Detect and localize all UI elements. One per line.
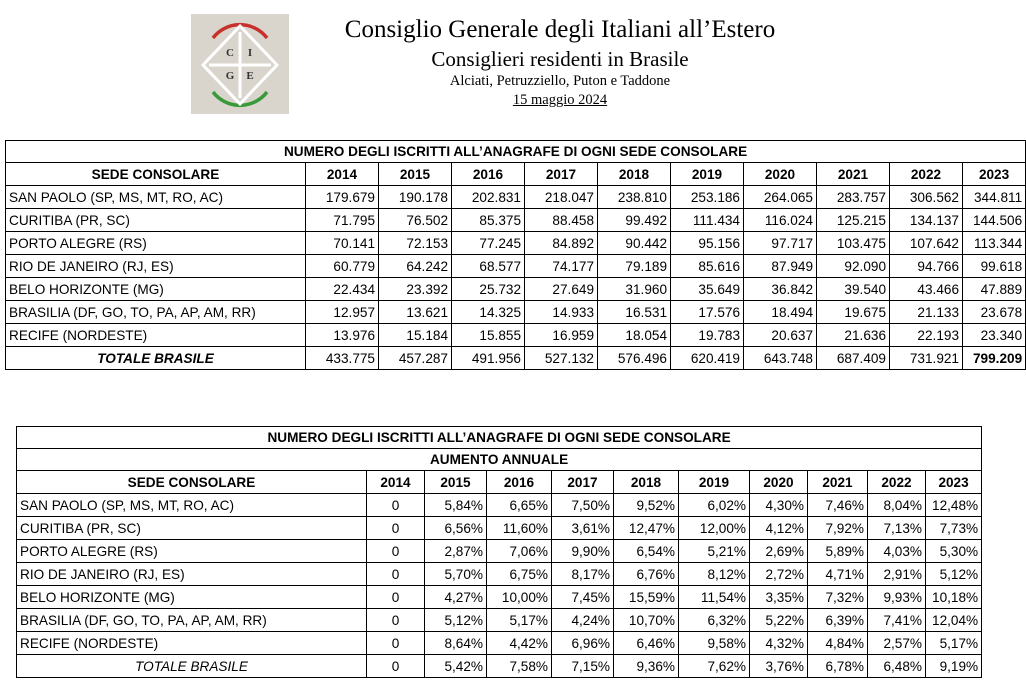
table-cell: 4,03%	[868, 540, 926, 563]
column-header-year: 2021	[817, 163, 890, 186]
table-cell: 202.831	[452, 186, 525, 209]
table-cell: 5,21%	[679, 540, 750, 563]
table-cell: 4,24%	[552, 609, 614, 632]
table-header-row	[6, 163, 1026, 186]
table-cell: 491.956	[452, 347, 525, 370]
svg-text:G: G	[225, 70, 235, 82]
table-cell: 144.506	[963, 209, 1026, 232]
table-cell: 0	[367, 609, 425, 632]
column-header-year: 2023	[926, 471, 982, 494]
table-cell: 527.132	[525, 347, 598, 370]
table-cell: 799.209	[963, 347, 1026, 370]
table-row	[6, 232, 1026, 255]
sede-name: PORTO ALEGRE (RS)	[17, 540, 367, 563]
table-body	[17, 494, 982, 678]
table-cell: 3,61%	[552, 517, 614, 540]
column-header-year: 2021	[808, 471, 868, 494]
table-row	[6, 209, 1026, 232]
table-cell: 16.959	[525, 324, 598, 347]
table-cell: 35.649	[671, 278, 744, 301]
table-cell: 134.137	[890, 209, 963, 232]
table-cell: 4,71%	[808, 563, 868, 586]
table-cell: 7,58%	[487, 655, 552, 678]
table-cell: 72.153	[379, 232, 452, 255]
table-cell: 7,73%	[926, 517, 982, 540]
table-cell: 190.178	[379, 186, 452, 209]
table-cell: 4,32%	[750, 632, 808, 655]
table-cell: 12,47%	[614, 517, 679, 540]
column-header-year: 2020	[744, 163, 817, 186]
column-header-year: 2023	[963, 163, 1026, 186]
table-cell: 3,76%	[750, 655, 808, 678]
table-cell: 4,12%	[750, 517, 808, 540]
table-cell: 23.678	[963, 301, 1026, 324]
sede-name: PORTO ALEGRE (RS)	[6, 232, 306, 255]
column-header-year: 2019	[679, 471, 750, 494]
table-cell: 5,84%	[425, 494, 487, 517]
table-cell: 7,13%	[868, 517, 926, 540]
table-cell: 95.156	[671, 232, 744, 255]
table-cell: 9,19%	[926, 655, 982, 678]
table-cell: 0	[367, 563, 425, 586]
table-cell: 21.133	[890, 301, 963, 324]
table-cell: 2,72%	[750, 563, 808, 586]
table-cell: 5,22%	[750, 609, 808, 632]
table-cell: 74.177	[525, 255, 598, 278]
table-cell: 4,27%	[425, 586, 487, 609]
table-cell: 15,59%	[614, 586, 679, 609]
table-cell: 11,54%	[679, 586, 750, 609]
table-row	[6, 255, 1026, 278]
table-cell: 6,56%	[425, 517, 487, 540]
table-cell: 4,84%	[808, 632, 868, 655]
table-cell: 0	[367, 655, 425, 678]
table-cell: 19.675	[817, 301, 890, 324]
table-cell: 5,70%	[425, 563, 487, 586]
sede-name: BRASILIA (DF, GO, TO, PA, AP, AM, RR)	[17, 609, 367, 632]
table-cell: 111.434	[671, 209, 744, 232]
table-cell: 7,32%	[808, 586, 868, 609]
table-cell: 8,12%	[679, 563, 750, 586]
table-cell: 18.494	[744, 301, 817, 324]
table-cell: 7,92%	[808, 517, 868, 540]
table-cell: 253.186	[671, 186, 744, 209]
authors: Alciati, Petruzziello, Puton e Taddone	[449, 73, 671, 89]
sede-name: RECIFE (NORDESTE)	[6, 324, 306, 347]
column-header-year: 2020	[750, 471, 808, 494]
table-cell: 39.540	[817, 278, 890, 301]
table-cell: 84.892	[525, 232, 598, 255]
table-cell: 433.775	[306, 347, 379, 370]
total-label: TOTALE BRASILE	[17, 655, 367, 678]
table-cell: 22.193	[890, 324, 963, 347]
table-cell: 31.960	[598, 278, 671, 301]
table-cell: 9,93%	[868, 586, 926, 609]
table-cell: 125.215	[817, 209, 890, 232]
table-cell: 17.576	[671, 301, 744, 324]
table-cell: 3,35%	[750, 586, 808, 609]
table-cell: 2,87%	[425, 540, 487, 563]
table-cell: 103.475	[817, 232, 890, 255]
svg-text:E: E	[246, 70, 254, 82]
table-cell: 5,12%	[425, 609, 487, 632]
column-header-year: 2022	[868, 471, 926, 494]
table-cell: 731.921	[890, 347, 963, 370]
table-total-row	[17, 655, 982, 678]
table-cell: 6,32%	[679, 609, 750, 632]
header-titles	[290, 14, 830, 110]
table-cell: 43.466	[890, 278, 963, 301]
table-cell: 283.757	[817, 186, 890, 209]
column-header-year: 2017	[525, 163, 598, 186]
table-row	[17, 586, 982, 609]
table-cell: 7,06%	[487, 540, 552, 563]
table-row	[17, 540, 982, 563]
table-row	[6, 301, 1026, 324]
table-cell: 5,17%	[926, 632, 982, 655]
table-cell: 23.340	[963, 324, 1026, 347]
column-header-year: 2017	[552, 471, 614, 494]
table-cell: 97.717	[744, 232, 817, 255]
table-cell: 7,46%	[808, 494, 868, 517]
page-subtitle: Consiglieri residenti in Brasile	[431, 47, 689, 71]
table-cell: 9,36%	[614, 655, 679, 678]
cgie-logo-icon	[191, 14, 289, 114]
table-row	[6, 324, 1026, 347]
table-cell: 20.637	[744, 324, 817, 347]
table-row	[17, 632, 982, 655]
table-cell: 64.242	[379, 255, 452, 278]
table-cell: 90.442	[598, 232, 671, 255]
table-title-row	[17, 427, 982, 449]
table-cell: 116.024	[744, 209, 817, 232]
table-row	[6, 278, 1026, 301]
column-header-sede: SEDE CONSOLARE	[17, 471, 367, 494]
sede-name: BRASILIA (DF, GO, TO, PA, AP, AM, RR)	[6, 301, 306, 324]
table-cell: 9,58%	[679, 632, 750, 655]
column-header-year: 2014	[306, 163, 379, 186]
table-cell: 0	[367, 586, 425, 609]
table-cell: 6,39%	[808, 609, 868, 632]
table-cell: 6,46%	[614, 632, 679, 655]
table-cell: 457.287	[379, 347, 452, 370]
table-cell: 238.810	[598, 186, 671, 209]
table-cell: 11,60%	[487, 517, 552, 540]
table-cell: 22.434	[306, 278, 379, 301]
table-cell: 7,50%	[552, 494, 614, 517]
column-header-year: 2016	[452, 163, 525, 186]
table-cell: 0	[367, 632, 425, 655]
table-title-row	[6, 141, 1026, 163]
table-cell: 2,69%	[750, 540, 808, 563]
table-cell: 15.184	[379, 324, 452, 347]
table-cell: 6,96%	[552, 632, 614, 655]
table-cell: 179.679	[306, 186, 379, 209]
table-row	[6, 186, 1026, 209]
table-cell: 13.976	[306, 324, 379, 347]
table-cell: 5,30%	[926, 540, 982, 563]
table-cell: 94.766	[890, 255, 963, 278]
table-cell: 344.811	[963, 186, 1026, 209]
table-cell: 14.933	[525, 301, 598, 324]
table-cell: 21.636	[817, 324, 890, 347]
table-cell: 7,62%	[679, 655, 750, 678]
table-cell: 306.562	[890, 186, 963, 209]
svg-text:C: C	[226, 47, 234, 59]
table-cell: 2,91%	[868, 563, 926, 586]
sede-name: BELO HORIZONTE (MG)	[6, 278, 306, 301]
column-header-year: 2018	[598, 163, 671, 186]
table-cell: 76.502	[379, 209, 452, 232]
table-cell: 6,02%	[679, 494, 750, 517]
annual-increase-table	[16, 426, 982, 678]
table-cell: 12.957	[306, 301, 379, 324]
table-cell: 7,41%	[868, 609, 926, 632]
sede-name: CURITIBA (PR, SC)	[17, 517, 367, 540]
table-cell: 99.492	[598, 209, 671, 232]
table-cell: 60.779	[306, 255, 379, 278]
table-row	[17, 563, 982, 586]
table-subtitle: AUMENTO ANNUALE	[17, 449, 982, 471]
table-cell: 5,12%	[926, 563, 982, 586]
table-cell: 113.344	[963, 232, 1026, 255]
table-cell: 2,57%	[868, 632, 926, 655]
table-cell: 6,54%	[614, 540, 679, 563]
table-cell: 12,04%	[926, 609, 982, 632]
table-title: NUMERO DEGLI ISCRITTI ALL’ANAGRAFE DI OGNI SEDE CONSOLARE	[6, 141, 1026, 163]
table-cell: 687.409	[817, 347, 890, 370]
total-label: TOTALE BRASILE	[6, 347, 306, 370]
sede-name: RIO DE JANEIRO (RJ, ES)	[6, 255, 306, 278]
sede-name: SAN PAOLO (SP, MS, MT, RO, AC)	[17, 494, 367, 517]
column-header-year: 2016	[487, 471, 552, 494]
table-cell: 77.245	[452, 232, 525, 255]
table-cell: 12,00%	[679, 517, 750, 540]
table-cell: 36.842	[744, 278, 817, 301]
table-header-row	[17, 471, 982, 494]
table-cell: 16.531	[598, 301, 671, 324]
sede-name: BELO HORIZONTE (MG)	[17, 586, 367, 609]
table-cell: 218.047	[525, 186, 598, 209]
table-cell: 8,04%	[868, 494, 926, 517]
sede-name: RECIFE (NORDESTE)	[17, 632, 367, 655]
svg-text:I: I	[247, 47, 253, 59]
table-cell: 6,76%	[614, 563, 679, 586]
table-cell: 92.090	[817, 255, 890, 278]
table-subtitle-row	[17, 449, 982, 471]
table-cell: 8,64%	[425, 632, 487, 655]
table-cell: 264.065	[744, 186, 817, 209]
sede-name: SAN PAOLO (SP, MS, MT, RO, AC)	[6, 186, 306, 209]
table-cell: 15.855	[452, 324, 525, 347]
table-cell: 10,70%	[614, 609, 679, 632]
column-header-year: 2022	[890, 163, 963, 186]
table-cell: 6,75%	[487, 563, 552, 586]
table-cell: 87.949	[744, 255, 817, 278]
column-header-year: 2015	[425, 471, 487, 494]
table-cell: 7,45%	[552, 586, 614, 609]
table-cell: 99.618	[963, 255, 1026, 278]
table-cell: 0	[367, 517, 425, 540]
table-cell: 12,48%	[926, 494, 982, 517]
table-cell: 13.621	[379, 301, 452, 324]
table-cell: 25.732	[452, 278, 525, 301]
table-cell: 5,17%	[487, 609, 552, 632]
table-cell: 6,65%	[487, 494, 552, 517]
table-cell: 0	[367, 494, 425, 517]
table-cell: 620.419	[671, 347, 744, 370]
table-cell: 0	[367, 540, 425, 563]
sede-name: RIO DE JANEIRO (RJ, ES)	[17, 563, 367, 586]
table-title: NUMERO DEGLI ISCRITTI ALL’ANAGRAFE DI OGNI SEDE CONSOLARE	[17, 427, 982, 449]
table-cell: 27.649	[525, 278, 598, 301]
page-title: Consiglio Generale degli Italiani all’Estero	[344, 16, 776, 43]
table-cell: 47.889	[963, 278, 1026, 301]
table-cell: 71.795	[306, 209, 379, 232]
table-cell: 6,48%	[868, 655, 926, 678]
column-header-year: 2015	[379, 163, 452, 186]
table-row	[17, 517, 982, 540]
table-cell: 7,15%	[552, 655, 614, 678]
table-body	[6, 186, 1026, 370]
table-cell: 4,42%	[487, 632, 552, 655]
table-cell: 85.616	[671, 255, 744, 278]
table-cell: 643.748	[744, 347, 817, 370]
table-cell: 10,18%	[926, 586, 982, 609]
table-total-row	[6, 347, 1026, 370]
table-cell: 68.577	[452, 255, 525, 278]
table-cell: 18.054	[598, 324, 671, 347]
column-header-sede: SEDE CONSOLARE	[6, 163, 306, 186]
table-cell: 5,89%	[808, 540, 868, 563]
sede-name: CURITIBA (PR, SC)	[6, 209, 306, 232]
table-cell: 23.392	[379, 278, 452, 301]
table-cell: 70.141	[306, 232, 379, 255]
table-cell: 9,52%	[614, 494, 679, 517]
table-row	[17, 609, 982, 632]
column-header-year: 2018	[614, 471, 679, 494]
table-cell: 85.375	[452, 209, 525, 232]
table-cell: 6,78%	[808, 655, 868, 678]
table-cell: 576.496	[598, 347, 671, 370]
cgie-logo	[191, 14, 289, 114]
table-cell: 9,90%	[552, 540, 614, 563]
table-cell: 5,42%	[425, 655, 487, 678]
table-cell: 79.189	[598, 255, 671, 278]
document-date: 15 maggio 2024	[512, 92, 608, 108]
table-row	[17, 494, 982, 517]
registrations-table	[5, 140, 1026, 370]
document-header	[0, 0, 1000, 130]
table-cell: 8,17%	[552, 563, 614, 586]
table-cell: 19.783	[671, 324, 744, 347]
table-cell: 10,00%	[487, 586, 552, 609]
table-cell: 14.325	[452, 301, 525, 324]
table-cell: 4,30%	[750, 494, 808, 517]
table-cell: 107.642	[890, 232, 963, 255]
column-header-year: 2014	[367, 471, 425, 494]
column-header-year: 2019	[671, 163, 744, 186]
table-cell: 88.458	[525, 209, 598, 232]
